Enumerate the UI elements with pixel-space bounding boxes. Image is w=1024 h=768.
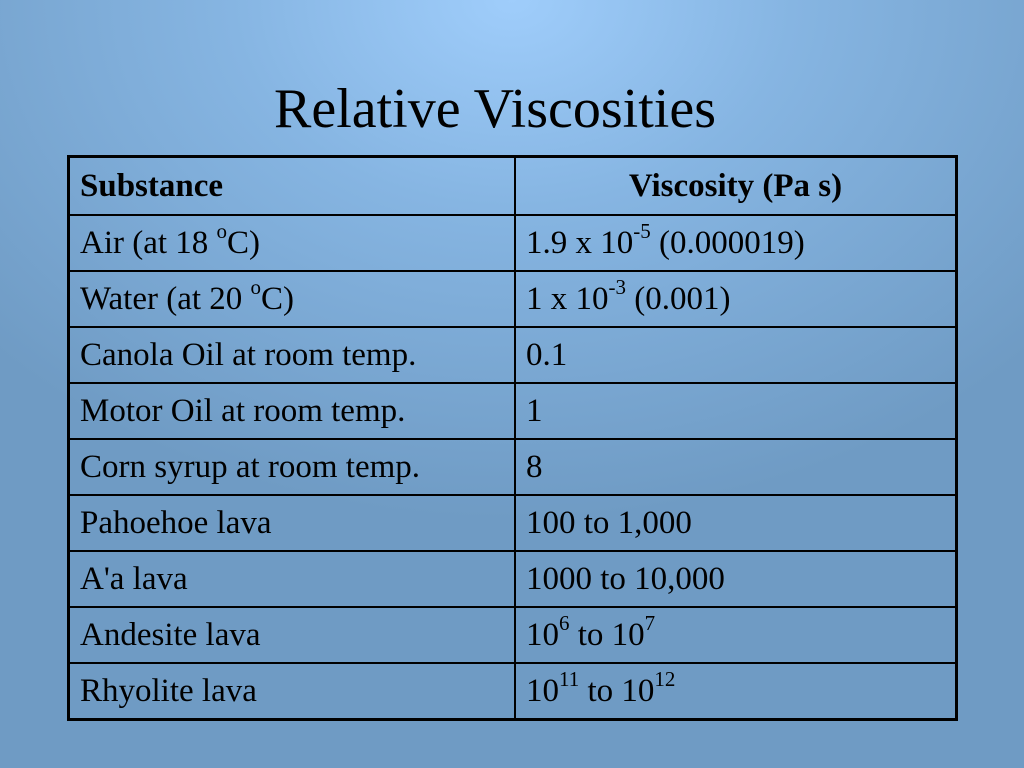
table-row (69, 327, 957, 383)
superscript: -5 (633, 218, 651, 243)
table-header-row (69, 157, 957, 216)
table-row (69, 663, 957, 720)
cell-substance: Canola Oil at room temp. (69, 327, 516, 383)
cell-viscosity: 100 to 1,000 (515, 495, 957, 551)
table-row (69, 383, 957, 439)
cell-viscosity: 1000 to 10,000 (515, 551, 957, 607)
cell-viscosity: $10^{11}$ to $10^{12}$ (515, 663, 957, 720)
cell-viscosity: 1.9 x $10^{-5}$ (0.000019) (515, 215, 957, 271)
cell-substance: Air (at 18 $^o$C) (69, 215, 516, 271)
table-row (69, 495, 957, 551)
header-viscosity: Viscosity (Pa s) (515, 157, 957, 216)
superscript: -3 (608, 274, 626, 299)
superscript: 7 (644, 610, 656, 635)
cell-substance: Pahoehoe lava (69, 495, 516, 551)
superscript: 12 (654, 666, 676, 691)
table-body (69, 215, 957, 720)
cell-substance: Water (at 20 $^o$C) (69, 271, 516, 327)
slide-title: Relative Viscosities (274, 78, 716, 140)
cell-viscosity: 8 (515, 439, 957, 495)
table-row (69, 439, 957, 495)
superscript: 6 (559, 610, 570, 635)
cell-substance: Motor Oil at room temp. (69, 383, 516, 439)
cell-viscosity: 1 (515, 383, 957, 439)
table-row (69, 271, 957, 327)
superscript: o (250, 274, 262, 299)
table-row (69, 551, 957, 607)
header-substance: Substance (69, 157, 516, 216)
table-row (69, 607, 957, 663)
cell-substance: A'a lava (69, 551, 516, 607)
viscosity-table (67, 155, 958, 721)
superscript: 11 (559, 666, 580, 691)
table-row (69, 215, 957, 271)
cell-substance: Andesite lava (69, 607, 516, 663)
cell-viscosity: 1 x $10^{-3}$ (0.001) (515, 271, 957, 327)
cell-viscosity: $10^6$ to $10^7$ (515, 607, 957, 663)
cell-substance: Rhyolite lava (69, 663, 516, 720)
superscript: o (216, 218, 228, 243)
cell-substance: Corn syrup at room temp. (69, 439, 516, 495)
cell-viscosity: 0.1 (515, 327, 957, 383)
